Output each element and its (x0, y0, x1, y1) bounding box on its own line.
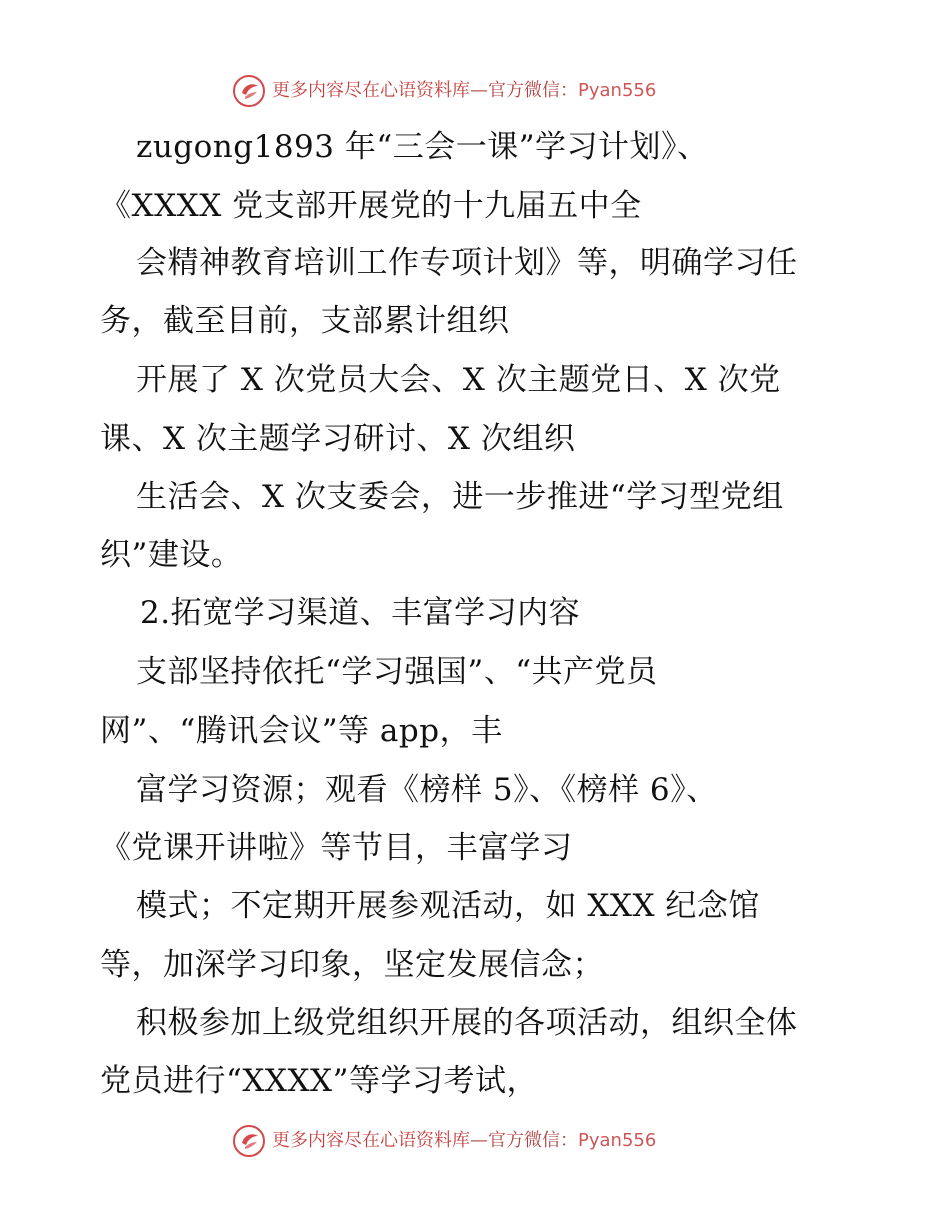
document-line-4: 务，截至目前，支部累计组织 (100, 303, 510, 339)
document-line-16: 积极参加上级党组织开展的各项活动，组织全体 (136, 1005, 798, 1041)
document-line-5: 开展了 X 次党员大会、X 次主题党日、X 次党 (136, 362, 781, 398)
top-watermark-id: Pyan556 (578, 80, 657, 101)
document-line-13: 《党课开讲啦》等节目，丰富学习 (100, 830, 573, 866)
bottom-watermark-id: Pyan556 (578, 1130, 657, 1151)
bottom-watermark-banner (232, 1122, 752, 1160)
document-line-1: zugong1893 年“三会一课”学习计划》、 (136, 129, 709, 165)
section-heading: 2.拓宽学习渠道、丰富学习内容 (140, 595, 581, 631)
brand-logo-icon (232, 1124, 266, 1158)
document-line-14: 模式；不定期开展参观活动，如 XXX 纪念馆 (136, 888, 760, 924)
bottom-watermark-brand: 更多内容尽在心语资料库 (272, 1130, 470, 1151)
bottom-watermark-text (272, 1132, 656, 1150)
top-watermark-brand: 更多内容尽在心语资料库 (272, 80, 470, 101)
bottom-watermark-label: 官方微信： (488, 1130, 578, 1151)
document-line-11: 网”、“腾讯会议”等 app，丰 (100, 713, 503, 749)
document-line-12: 富学习资源；观看《榜样 5》、《榜样 6》、 (136, 772, 718, 808)
top-watermark-label: 官方微信： (488, 80, 578, 101)
document-line-7: 生活会、X 次支委会，进一步推进“学习型党组 (136, 479, 784, 515)
bottom-watermark-separator: — (470, 1130, 488, 1151)
document-line-6: 课、X 次主题学习研讨、X 次组织 (100, 421, 576, 457)
document-line-15: 等，加深学习印象，坚定发展信念； (100, 947, 604, 983)
document-line-8: 织”建设。 (100, 537, 243, 573)
top-watermark-separator: — (470, 80, 488, 101)
document-line-3: 会精神教育培训工作专项计划》等，明确学习任 (136, 245, 798, 281)
document-line-17: 党员进行“XXXX”等学习考试， (100, 1063, 538, 1099)
document-line-2: 《XXXX 党支部开展党的十九届五中全 (100, 188, 642, 224)
document-line-10: 支部坚持依托“学习强国”、“共产党员 (136, 654, 658, 690)
